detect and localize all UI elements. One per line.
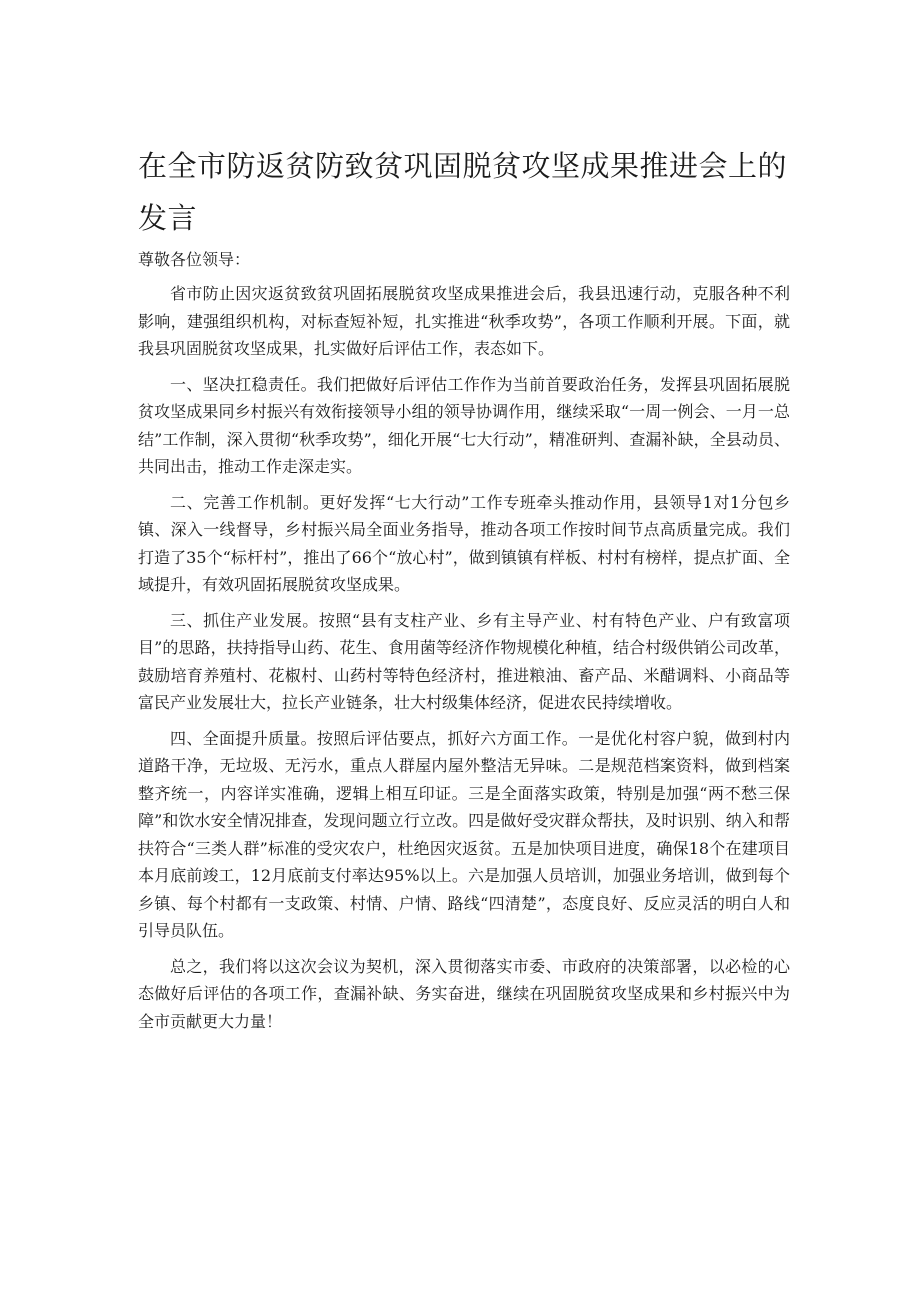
document-title: 在全市防返贫防致贫巩固脱贫攻坚成果推进会上的发言: [138, 149, 788, 235]
paragraph-industry: 三、抓住产业发展。按照“县有支柱产业、乡有主导产业、村有特色产业、户有致富项目”的思路，扶持指导山药、花生、食用菌等经济作物规模化种植，结合村级供销公司改革，鼓励培育养殖村、花椒村、山药村等特色经济村，推进粮油、畜产品、米醋调料、小商品等富民产业发展壮大，拉长产业链条，壮大村级集体经济，促进农民持续增收。: [138, 610, 790, 712]
salutation: 尊敬各位领导：: [138, 250, 251, 269]
paragraph-conclusion: 总之，我们将以这次会议为契机，深入贯彻落实市委、市政府的决策部署，以必检的心态做好后评估的各项工作，查漏补缺、务实奋进，继续在巩固脱贫攻坚成果和乡村振兴中为全市贡献更大力量！: [138, 956, 790, 1031]
paragraph-responsibility: 一、坚决扛稳责任。我们把做好后评估工作作为当前首要政治任务，发挥县巩固拓展脱贫攻坚成果同乡村振兴有效衔接领导小组的领导协调作用，继续采取“一周一例会、一月一总结”工作制，深入贯彻“秋季攻势”，细化开展“七大行动”，精准研判、查漏补缺，全县动员、共同出击，推动工作走深走实。: [138, 374, 790, 476]
document-body: [138, 246, 790, 1043]
paragraph-quality: 四、全面提升质量。按照后评估要点，抓好六方面工作。一是优化村容户貌，做到村内道路干净，无垃圾、无污水，重点人群屋内屋外整洁无异味。二是规范档案资料，做到档案整齐统一，内容详实准确，逻辑上相互印证。三是全面落实政策，特别是加强“两不愁三保障”和饮水安全情况排查，发现问题立行立改。四是做好受灾群众帮扶，及时识别、纳入和帮扶符合“三类人群”标准的受灾农户，杜绝因灾返贫。五是加快项目进度，确保18个在建项目本月底前竣工，12月底前支付率达95%以上。六是加强人员培训，加强业务培训，做到每个乡镇、每个村都有一支政策、村情、户情、路线“四清楚”，态度良好、反应灵活的明白人和引导员队伍。: [138, 728, 790, 940]
paragraph-intro: 省市防止因灾返贫致贫巩固拓展脱贫攻坚成果推进会后，我县迅速行动，克服各种不利影响，建强组织机构，对标查短补短，扎实推进“秋季攻势”，各项工作顺利开展。下面，就我县巩固脱贫攻坚成果，扎实做好后评估工作，表态如下。: [138, 284, 790, 358]
paragraph-mechanism: 二、完善工作机制。更好发挥“七大行动”工作专班牵头推动作用，县领导1对1分包乡镇、深入一线督导，乡村振兴局全面业务指导，推动各项工作按时间节点高质量完成。我们打造了35个“标杆村”，推出了66个“放心村”，做到镇镇有样板、村村有榜样，提点扩面、全域提升，有效巩固拓展脱贫攻坚成果。: [138, 492, 790, 594]
